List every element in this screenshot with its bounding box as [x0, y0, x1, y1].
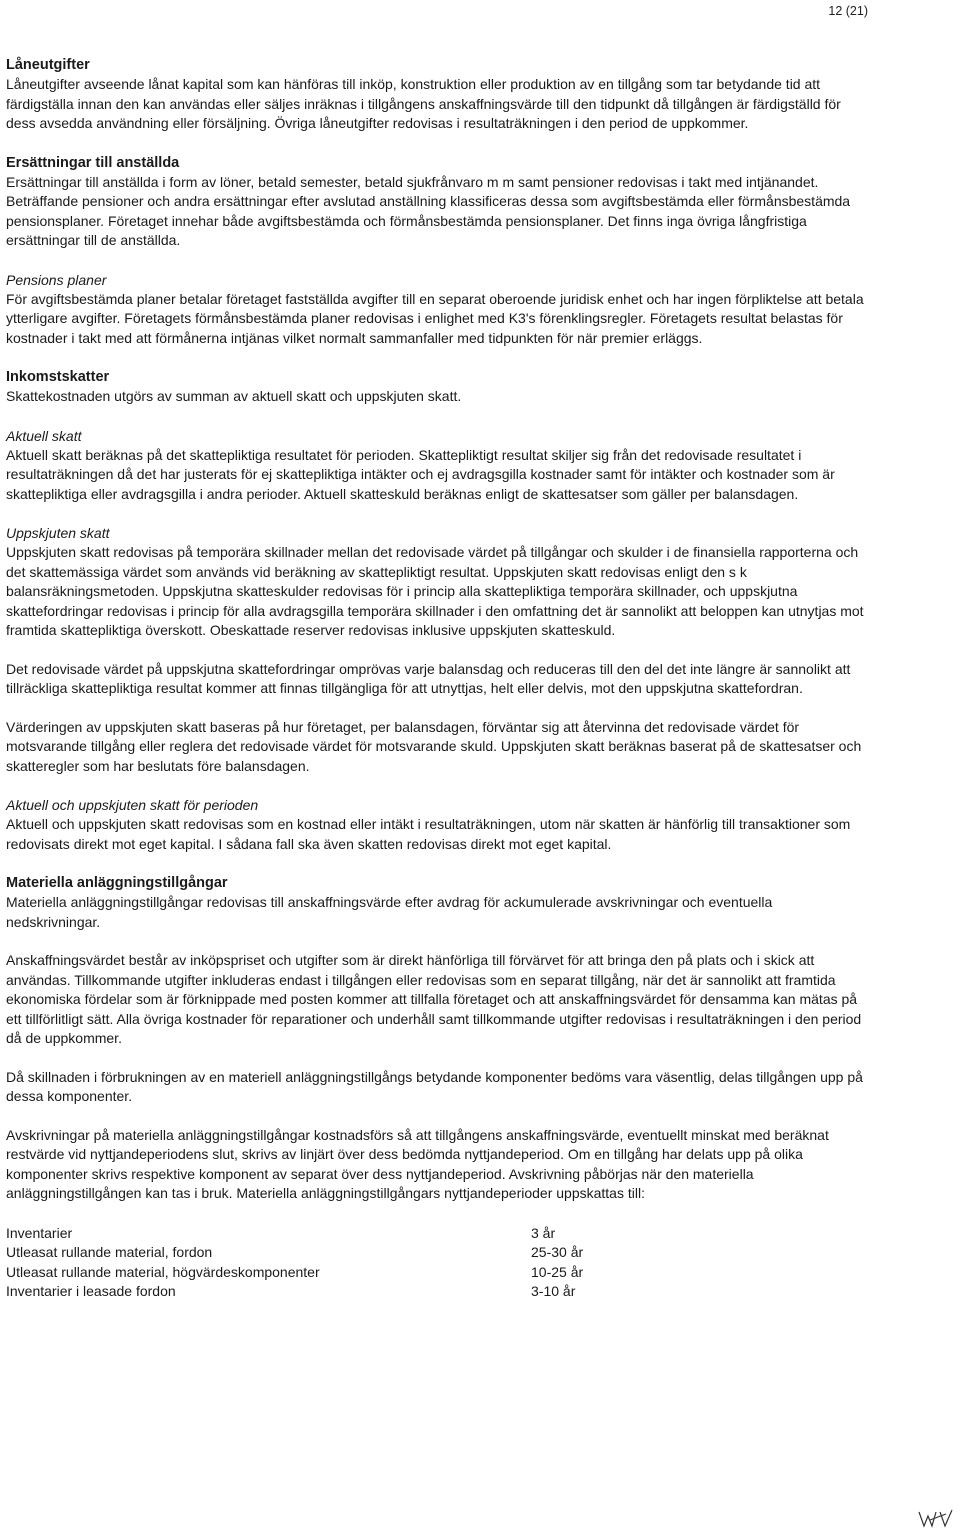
section-ersattningar	[6, 153, 864, 251]
section-laneutgifter	[6, 55, 864, 134]
table-row	[6, 1282, 651, 1302]
section-materiella	[6, 873, 864, 1204]
useful-life: 25-30 år	[531, 1244, 584, 1260]
table-row	[6, 1243, 651, 1263]
asset-category: Inventarier i leasade fordon	[6, 1283, 176, 1299]
section-inkomstskatter	[6, 367, 864, 407]
table-row	[6, 1224, 651, 1244]
useful-lives-table	[6, 1224, 651, 1302]
handwritten-initials	[916, 1506, 956, 1532]
useful-life: 3 år	[531, 1224, 556, 1241]
section-aktuell-skatt	[6, 426, 864, 505]
page-number: 12 (21)	[828, 4, 868, 18]
subsection-heading: Aktuell och uppskjuten skatt för perioden	[6, 797, 259, 813]
subsection-heading: Uppskjuten skatt	[6, 525, 110, 541]
asset-category: Utleasat rullande material, fordon	[6, 1244, 213, 1260]
paragraph: Aktuell och uppskjuten skatt redovisas som en kostnad eller intäkt i resultaträkningen, utom när skatten är hänförlig till transaktioner som redovisats direkt mot eget kapital. I sådana fall ska även skatten redovisas direkt mot eget kapital.	[6, 816, 851, 852]
paragraph: Låneutgifter avseende lånat kapital som kan hänföras till inköp, konstruktion eller produktion av en tillgång som tar betydande tid att färdigställa innan den kan användas eller säljes inräknas i tillgångens anskaffningsvärde till den tidpunkt då tillgången är färdigställd för dess avsedda användning eller försäljning. Övriga låneutgifter redovisas i resultaträkningen i den period de uppkommer.	[6, 76, 841, 131]
useful-life: 10-25 år	[531, 1263, 584, 1280]
section-uppskjuten-skatt	[6, 523, 864, 776]
useful-life: 3-10 år	[531, 1283, 576, 1299]
section-heading: Låneutgifter	[6, 57, 90, 73]
document-body	[6, 55, 864, 1302]
paragraph: Värderingen av uppskjuten skatt baseras på hur företaget, per balansdagen, förväntar sig att återvinna det redovisade värdet för motsvarande tillgång eller reglera det redovisade värdet för motsvarande skuld. Uppskjuten skatt beräknas baserat på de skattesatser och skatteregler som har beslutats före balansdagen.	[6, 718, 862, 774]
paragraph: För avgiftsbestämda planer betalar företaget fastställda avgifter till en separat oberoende juridisk enhet och har ingen förpliktelse att betala ytterligare avgifter. Företagets förmånsbestämda planer redovisas i enlighet med K3's förenklingsregler. Företagets resultat belastas för kostnader i takt med att förmånerna intjänas vilket normalt sammanfaller med tidpunkten för när premier erläggs.	[6, 290, 864, 346]
asset-category: Utleasat rullande material, högvärdeskomponenter	[6, 1263, 320, 1280]
section-heading: Ersättningar till anställda	[6, 154, 180, 171]
paragraph: Uppskjuten skatt redovisas på temporära skillnader mellan det redovisade värdet på tillgångar och skulder i de finansiella rapporterna och det skattemässiga värdet som används vid beräkning av skattepliktigt resultat. Uppskjuten skatt redovisas enligt den s k balansräkningsmetoden. Uppskjutna skatteskulder redovisas för i princip alla skattepliktiga temporära skillnader, och uppskjutna skattefordringar redovisas i princip för alla avdragsgilla temporära skillnader i den omfattning det är sannolikt att beloppen kan utnytjas mot framtida skattepliktiga överskott. Obeskattade reserver redovisas inklusive uppskjuten skatteskuld.	[6, 544, 864, 638]
section-heading: Inkomstskatter	[6, 369, 110, 385]
paragraph: Det redovisade värdet på uppskjutna skattefordringar omprövas varje balansdag och reduceras till den del det inte längre är sannolikt att tillräckliga skattepliktiga resultat kommer att finnas tillgängliga för att utnyttjas, helt eller delvis, mot den uppskjutna skattefordran.	[6, 660, 851, 696]
paragraph: Aktuell skatt beräknas på det skattepliktiga resultatet för perioden. Skattepliktigt resultat skiljer sig från det redovisade resultatet i resultaträkningen då det har justerats för ej skattepliktiga intäkter och ej avdragsgilla kostnader samt för intäkter och kostnader som är skattepliktiga eller avdragsgilla i andra perioder. Aktuell skatteskuld beräknas enligt de skattesatser som gäller per balansdagen.	[6, 446, 835, 502]
paragraph: Skattekostnaden utgörs av summan av aktuell skatt och uppskjuten skatt.	[6, 388, 462, 404]
paragraph: Då skillnaden i förbrukningen av en materiell anläggningstillgångs betydande komponenter bedöms vara väsentlig, delas tillgången upp på dessa komponenter.	[6, 1068, 863, 1104]
paragraph: Anskaffningsvärdet består av inköpspriset och utgifter som är direkt hänförliga till förvärvet för att bringa den på plats och i skick att användas. Tillkommande utgifter inkluderas endast i tillgången eller redovisas som en separat tillgång, när det är sannolikt att framtida ekonomiska fördelar som är förknippade med posten kommer att tillfalla företaget och att anskaffningsvärdet för densamma kan mätas på ett tillförlitligt sätt. Alla övriga kostnader för reparationer och underhåll samt tillkommande utgifter redovisas i resultaträkningen i den period då de uppkommer.	[6, 952, 862, 1046]
asset-category: Inventarier	[6, 1224, 73, 1241]
paragraph: Avskrivningar på materiella anläggningstillgångar kostnadsförs så att tillgångens anskaffningsvärde, eventuellt minskat med beräknat restvärde vid nyttjandeperiodens slut, skrivs av linjärt över dess bedömda nyttjandeperiod. Om en tillgång har delats upp på olika komponenter skrivs respektive komponent av separat över dess nyttjandeperiod. Avskrivning påbörjas när den materiella anläggningstillgången kan tas i bruk. Materiella anläggningstillgångars nyttjandeperioder uppskattas till:	[6, 1126, 829, 1201]
subsection-heading: Aktuell skatt	[6, 427, 82, 444]
section-heading: Materiella anläggningstillgångar	[6, 875, 228, 891]
table-row	[6, 1263, 651, 1283]
paragraph: Materiella anläggningstillgångar redovisas till anskaffningsvärde efter avdrag för ackumulerade avskrivningar och eventuella nedskrivningar.	[6, 894, 773, 930]
paragraph: Ersättningar till anställda i form av löner, betald semester, betald sjukfrånvaro m m samt pensioner redovisas i takt med intjänandet. Beträffande pensioner och andra ersättningar efter avslutad anställning klassificeras dessa som avgiftsbestämda eller förmånsbestämda pensionsplaner. Företaget innehar både avgiftsbestämda och förmånsbestämda pensionsplaner. Det finns inga övriga långfristiga ersättningar till de anställda.	[6, 173, 851, 248]
subsection-heading: Pensions planer	[6, 271, 107, 288]
section-aktuell-och-uppskjuten	[6, 795, 864, 854]
section-pensionsplaner	[6, 270, 864, 349]
